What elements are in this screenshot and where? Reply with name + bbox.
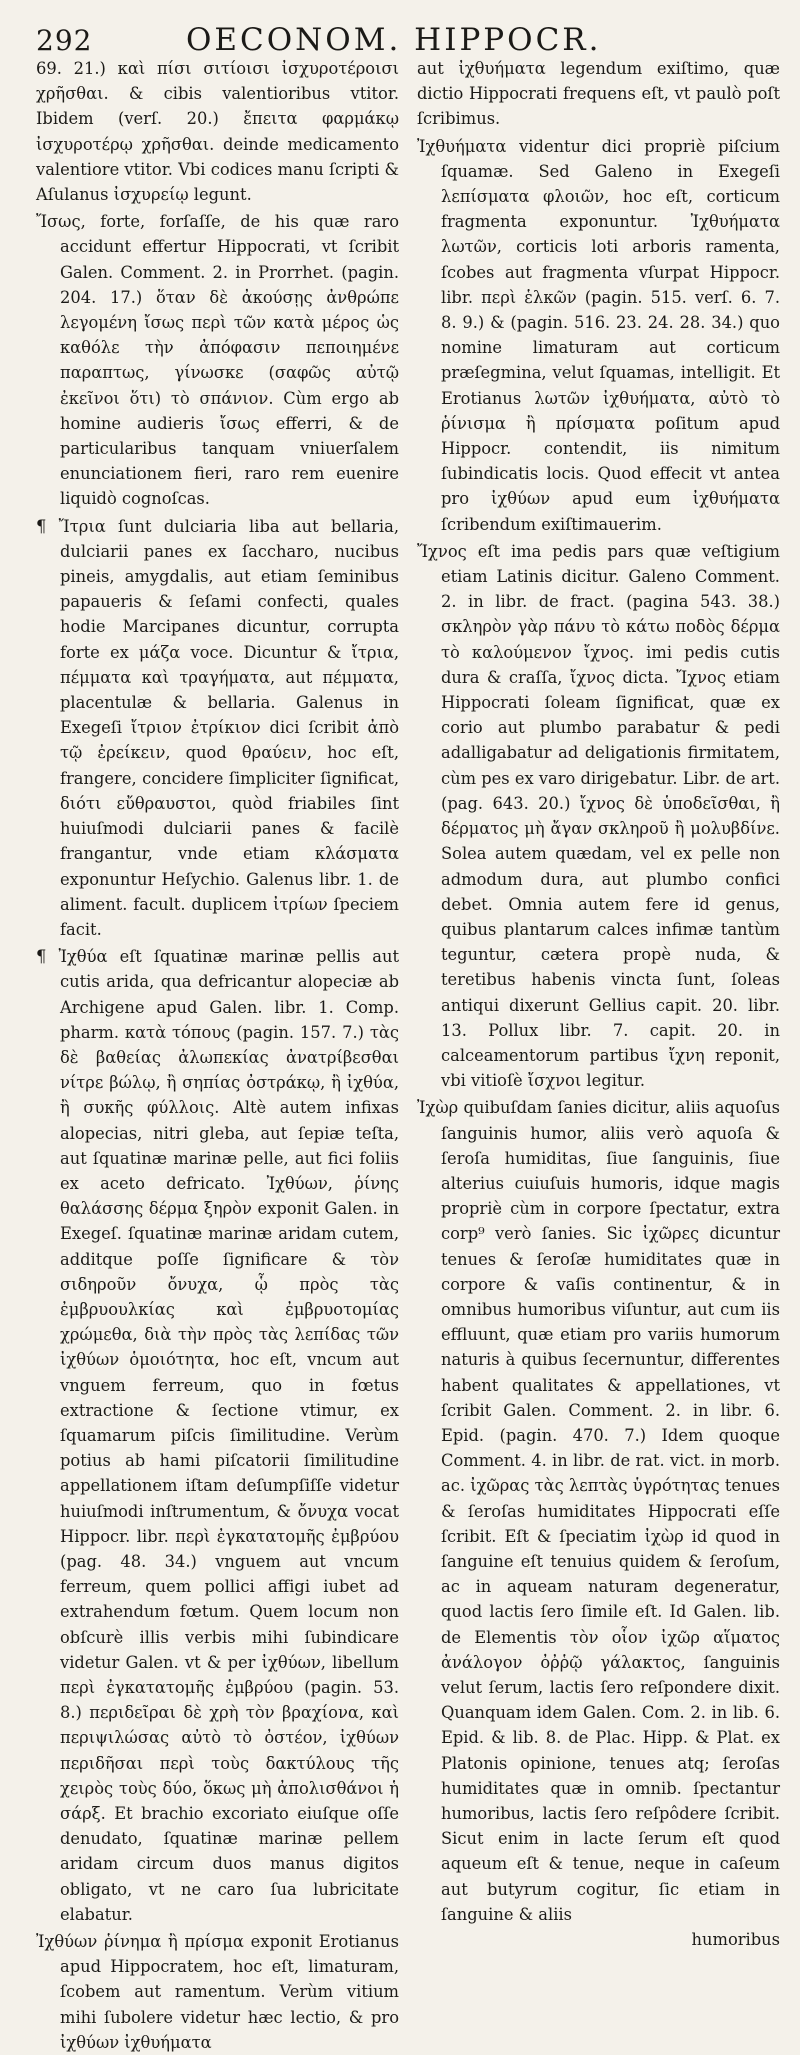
entry-paragraph: Ἰχθυήματα videntur dici propriè piſcium ſquamæ. Sed Galeno in Exegeſi λεπίσματα φλοιῶν, hoc eſt, corticum fragmenta exponuntur. Ἰχθυήματα λωτῶν, corticis loti arboris ramenta, ſcobes aut fragmenta vſurpat Hippocr. libr. περὶ ἑλκῶν (pagin. 515. verſ. 6. 7. 8. 9.) & (pagin. 516. 23. 24. 28. 34.) quo nomine limaturam aut corticum præſegmina, velut ſquamas, intelligit. Et Erotianus λωτῶν ἰχθυήματα, αὐτὸ τὸ ῥίνισμα ἢ πρίσματα poſitum apud Hippocr. contendit, iis nimitum ſubindicatis locis. Quod effecit vt antea pro ἰχθύων apud eum ἰχθυήματα ſcribendum exiſtimauerim. [417,136,780,534]
entry-paragraph: aut ἰχθυήματα legendum exiſtimo, quæ dictio Hippocrati frequens eſt, vt paulò poſt ſcribimus. [417,59,780,129]
text-columns [36,56,780,2052]
entry-paragraph: Ἰχθύων ῥίνημα ἢ πρίσμα exponit Erotianus apud Hippocratem, hoc eſt, limaturam, ſcobem aut ramentum. Verùm vitium mihi ſubolere videtur hæc lectio, & pro ἰχθύων ἰχθυήματα [36,1932,399,2052]
entry-paragraph: 69. 21.) καὶ πίσι σιτίοισι ἰσχυροτέροισι χρῆσθαι. & cibis valentioribus vtitor. Ibidem (verſ. 20.) ἔπειτα φαρμάκῳ ἰσχυροτέρῳ χρῆσθαι. deinde medicamento valentiore vtitor. Vbi codices manu ſcripti & Aſulanus ἰσχυρείῳ legunt. [36,59,399,205]
left-column [36,56,399,2052]
entry-paragraph: ¶ Ἴτρια ſunt dulciaria liba aut bellaria, dulciarii panes ex ſaccharo, nucibus pineis, amygdalis, aut etiam ſeminibus papaueris & ſeſami confecti, quales hodie Marcipanes dicuntur, corrupta forte ex μάζα voce. Dicuntur & ἴτρια, πέμματα καὶ τραγήματα, aut πέμματα, placentulæ & bellaria. Galenus in Exegeſi ἴτριον ἐτρίκιον dici ſcribit ἀπὸ τῷ ἐρείκειν, quod θραύειν, hoc eſt, frangere, concidere ſimpliciter ſignificat, διότι εὔθραυστοι, quòd friabiles ſint huiuſmodi dulciarii panes & facilè frangantur, vnde etiam κλάσματα exponuntur Heſychio. Galenus libr. 1. de aliment. facult. duplicem ἰτρίων ſpeciem facit. [36,516,399,939]
entry-paragraph: Ἰχὼρ quibuſdam ſanies dicitur, aliis aquoſus ſanguinis humor, aliis verò aquoſa & ſeroſa humiditas, ſiue ſanguinis, ſiue alterius cuiuſuis humoris, idque magis propriè cùm in corpore ſpectatur, extra corp⁹ verò ſanies. Sic ἰχῶρες dicuntur tenues & ſeroſæ humiditates quæ in corpore & vaſis continentur, & in omnibus humoribus viſuntur, aut cum iis effluunt, quæ etiam pro variis humorum naturis à quibus ſecernuntur, differentes habent qualitates & appellationes, vt ſcribit Galen. Comment. 2. in libr. 6. Epid. (pagin. 470. 7.) Idem quoque Comment. 4. in libr. de rat. vict. in morb. ac. ἰχῶρας τὰς λεπτὰς ὑγρότητας tenues & ſeroſas humiditates Hippocrati eſſe ſcribit. Eſt & ſpeciatim ἰχὼρ id quod in ſanguine eſt tenuius quidem & ſeroſum, ac in aqueam naturam degeneratur, quod lactis ſero ſimile eſt. Id Galen. lib. de Elementis τὸν οἷον ἰχῶρ αἵματος ἀνάλογον ὀῤῥῷ γάλακτος, ſanguinis velut ſerum, lactis ſero reſpondere dixit. Quanquam idem Galen. Com. 2. in lib. 6. Epid. & lib. 8. de Plac. Hipp. & Plat. ex Platonis opinione, tenues atq; ſeroſas humiditates quæ in omnib. ſpectantur humoribus, lactis ſero reſpôdere ſcribit. Sicut enim in lacte ſerum eſt quod aqueum eſt & tenue, neque in caſeum aut butyrum cogitur, ſic etiam in ſanguine & aliis [417,1098,780,1924]
entry-paragraph: Ἴσως, forte, forſaſſe, de his quæ raro accidunt effertur Hippocrati, vt ſcribit Galen. Comment. 2. in Prorrhet. (pagin. 204. 17.) ὅταν δὲ ἀκούσῃς ἀνθρώπε λεγομένη ἴσως περὶ τῶν κατὰ μέρος ὡς καθόλε τὴν ἀπόφασιν πεποιημένε παραπτως, γίνωσκε (σαφῶς αὐτῷ ἐκεῖνοι ὅτι) τὸ σπάνιον. Cùm ergo ab homine audieris ἴσως efferri, & de particularibus tanquam vniuerſalem enunciationem fieri, raro rem euenire liquidò cognoſcas. [36,212,399,509]
page-number: 292 [36,24,93,57]
running-head: OECONOM. HIPPOCR. [186,22,602,58]
entry-paragraph: Ἴχνος eſt ima pedis pars quæ veſtigium etiam Latinis dicitur. Galeno Comment. 2. in libr. de fract. (pagina 543. 38.) σκληρὸν γὰρ πάνυ τὸ κάτω ποδὸς δέρμα τὸ καλούμενον ἴχνος. imi pedis cutis dura & craſſa, ἴχνος dicta. Ἴχνος etiam Hippocrati ſoleam ſignificat, quæ ex corio aut plumbo parabatur & pedi adalligabatur ad deligationis firmitatem, cùm pes ex varo dirigebatur. Libr. de art. (pag. 643. 20.) ἴχνος δὲ ὑποδεῖσθαι, ἢ δέρματος μὴ ἄγαν σκληροῦ ἢ μολυβδίνε. Solea autem quædam, vel ex pelle non admodum dura, aut plumbo confici debet. Omnia autem fere id genus, quibus plantarum calces infimæ tantùm teguntur, cætera propè nuda, & teretibus habenis vincta ſunt, ſoleas antiqui dixerunt Gellius capit. 20. libr. 13. Pollux libr. 7. capit. 20. in calceamentorum partibus ἴχνη reponit, vbi vitioſè ἴσχνοι legitur. [417,541,780,1091]
right-column [417,56,780,1950]
page-header [36,10,778,56]
entry-paragraph: ¶ Ἰχθύα eſt ſquatinæ marinæ pellis aut cutis arida, qua defricantur alopeciæ ab Archigene apud Galen. libr. 1. Comp. pharm. κατὰ τόπους (pagin. 157. 7.) τὰς δὲ βαθείας ἀλωπεκίας ἀνατρίβεσθαι νίτρε βώλῳ, ἢ σηπίας ὀστράκῳ, ἢ ἰχθύα, ἢ συκῆς φύλλοις. Altè autem infixas alopecias, nitri gleba, aut ſepiæ teſta, aut ſquatinæ marinæ pelle, aut fici foliis ex aceto defricato. Ἰχθύων, ῥίνης θαλάσσης δέρμα ξηρὸν exponit Galen. in Exegeſ. ſquatinæ marinæ aridam cutem, additque poſſe ſignificare & τὸν σιδηροῦν ὄνυχα, ᾧ πρὸς τὰς ἐμβρυουλκίας καὶ ἐμβρυοτομίας χρώμεθα, διὰ τὴν πρὸς τὰς λεπίδας τῶν ἰχθύων ὁμοιότητα, hoc eſt, vncum aut vnguem ferreum, quo in fœtus extractione & ſectione vtimur, ex ſquamarum piſcis ſimilitudine. Verùm potius ab hami piſcatorii ſimilitudine appellationem iſtam deſumpſiſſe videtur huiuſmodi inſtrumentum, & ὄνυχα vocat Hippocr. libr. περὶ ἐγκατατομῆς ἐμβρύου (pag. 48. 34.) vnguem aut vncum ferreum, quem pollici affigi iubet ad extrahendum fœtum. Quem locum non obſcurè illis verbis mihi ſubindicare videtur Galen. vt & per ἰχθύων, libellum περὶ ἐγκατατομῆς ἐμβρύου (pagin. 53. 8.) περιδεῖραι δὲ χρὴ τὸν βραχίονα, καὶ περιψιλώσας αὐτὸ τὸ ὀστέον, ἰχθύων περιδῆσαι περὶ τοὺς δακτύλους τῆς χειρὸς τοὺς δύο, ὅκως μὴ ἀπολισθάνοι ἡ σάρξ. Et brachio excoriato eiuſque oſſe denudato, ſquatinæ marinæ pellem aridam circum duos manus digitos obligato, vt ne caro ſua lubricitate elabatur. [36,947,399,1924]
catchword: humoribus [691,1930,780,1950]
